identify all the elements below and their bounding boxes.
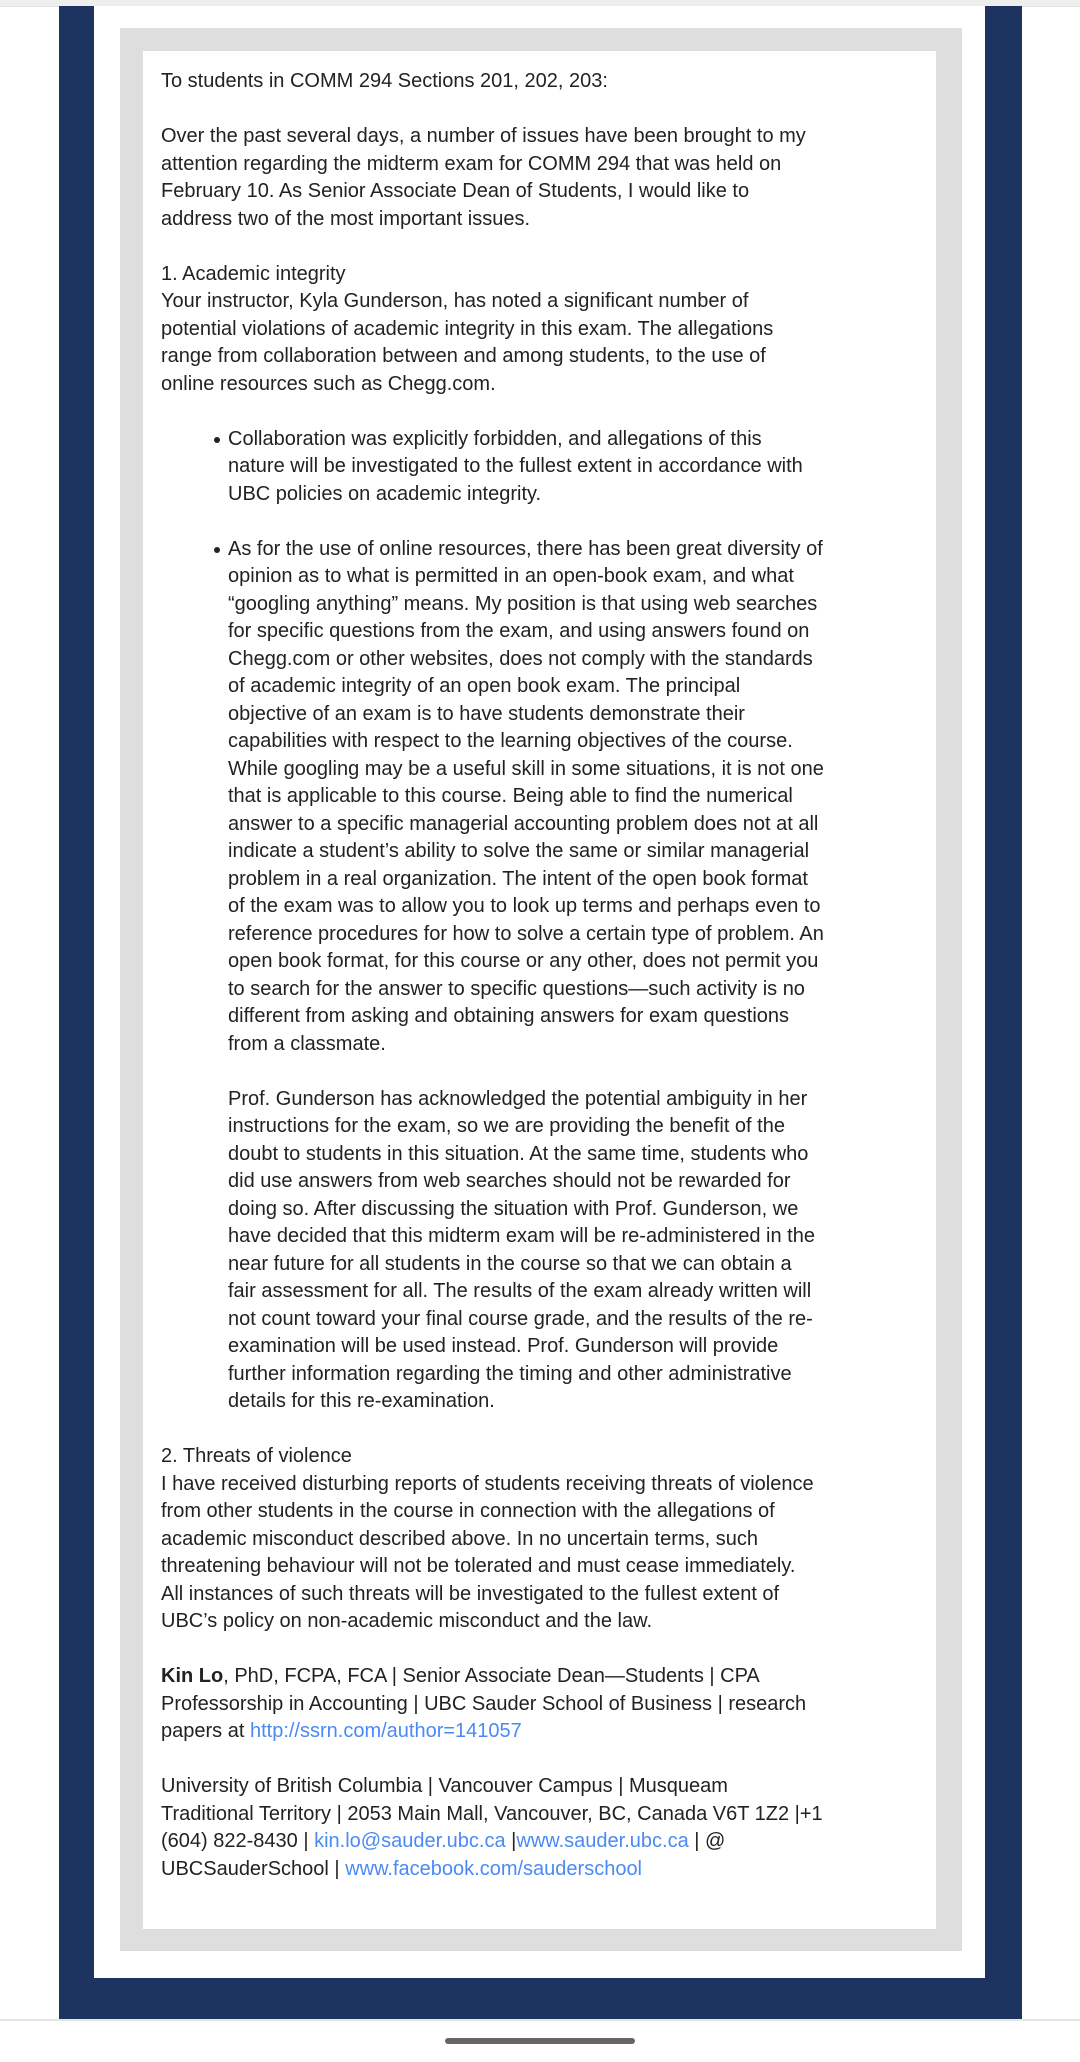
text-line: 1. Academic integrity (161, 262, 346, 285)
text-line: attention regarding the midterm exam for COMM 294 that was held on (161, 152, 782, 175)
text-segment: | (505, 1830, 517, 1852)
paragraph (161, 68, 936, 96)
paragraph (161, 261, 936, 399)
text-line: details for this re-examination. (228, 1390, 495, 1412)
text-line: All instances of such threats will be investigated to the fullest extent of (161, 1582, 780, 1605)
text-segment: (604) 822-8430 | (161, 1830, 315, 1852)
link[interactable]: kin.lo@sauder.ubc.ca (314, 1830, 506, 1852)
home-indicator[interactable] (445, 2038, 635, 2044)
text-line: Collaboration was explicitly forbidden, and allegations of this (228, 427, 762, 450)
text-line: problem in a real organization. The intent of the open book format (228, 867, 808, 890)
text-segment: papers at (161, 1720, 250, 1742)
bullet-icon (214, 547, 220, 553)
text-line: have decided that this midterm exam will be re-administered in the (228, 1225, 815, 1247)
text-line: online resources such as Chegg.com. (161, 372, 496, 395)
text-line: of the exam was to allow you to look up terms and perhaps even to (228, 895, 821, 917)
text-line: address two of the most important issues. (161, 207, 531, 230)
text-line: further information regarding the timing and other administrative (228, 1362, 792, 1385)
text-line (161, 1773, 936, 1801)
text-line: “googling anything” means. My position is that using web searches (228, 592, 818, 615)
link[interactable]: www.sauder.ubc.ca (516, 1830, 689, 1852)
text-line: 2. Threats of violence (161, 1445, 352, 1467)
text-line: Over the past several days, a number of issues have been brought to my (161, 125, 806, 147)
text-line: objective of an exam is to have students demonstrate their (228, 702, 745, 725)
text-line: potential violations of academic integrity in this exam. The allegations (161, 317, 774, 340)
text-line: instructions for the exam, so we are providing the benefit of the (228, 1115, 785, 1137)
text-segment: | @ (688, 1830, 726, 1852)
bullet-item (161, 536, 936, 1059)
paragraph (161, 1086, 936, 1416)
text-line (161, 1856, 936, 1884)
text-line: for specific questions from the exam, and using answers found on (228, 620, 810, 642)
text-line: that is applicable to this course. Being able to find the numerical (228, 785, 793, 807)
text-line: Prof. Gunderson has acknowledged the potential ambiguity in her (228, 1087, 808, 1110)
text-line: answer to a specific managerial accounting problem does not at all (228, 812, 819, 835)
signature-block (161, 1773, 936, 1883)
text-line (161, 1801, 936, 1829)
text-line: examination will be used instead. Prof. Gunderson will provide (228, 1335, 779, 1357)
text-line: near future for all students in the course so that we can obtain a (228, 1252, 792, 1275)
text-line: Your instructor, Kyla Gunderson, has noted a significant number of (161, 290, 749, 312)
link[interactable]: http://ssrn.com/author=141057 (249, 1720, 522, 1742)
link[interactable]: www.facebook.com/sauderschool (345, 1857, 643, 1880)
sender-name: Kin Lo (161, 1665, 224, 1687)
text-line: threatening behaviour will not be tolerated and must cease immediately. (161, 1555, 796, 1577)
text-line: to search for the answer to specific questions—such activity is no (228, 977, 805, 1000)
text-line: To students in COMM 294 Sections 201, 202, 203: (161, 70, 608, 92)
text-line (161, 1691, 936, 1719)
text-line: While googling may be a useful skill in some situations, it is not one (228, 757, 824, 780)
text-line (161, 1828, 936, 1856)
text-segment: Traditional Territory | 2053 Main Mall, Vancouver, BC, Canada V6T 1Z2 |+1 (161, 1802, 823, 1825)
nav-bar-divider (0, 2019, 1080, 2021)
text-line: of academic integrity of an open book exam. The principal (228, 675, 741, 697)
text-line: indicate a student’s ability to solve the same or similar managerial (228, 840, 810, 862)
text-line: UBC’s policy on non-academic misconduct and the law. (161, 1610, 652, 1632)
text-line: nature will be investigated to the fullest extent in accordance with (228, 455, 803, 477)
text-line: doing so. After discussing the situation with Prof. Gunderson, we (228, 1197, 799, 1220)
text-line: academic misconduct described above. In no uncertain terms, such (161, 1527, 758, 1550)
text-line: doubt to students in this situation. At the same time, students who (228, 1142, 809, 1165)
text-segment: University of British Columbia | Vancouver Campus | Musqueam (161, 1775, 728, 1797)
text-line: open book format, for this course or any other, does not permit you (228, 950, 819, 972)
bullet-item (161, 426, 936, 509)
text-line: Chegg.com or other websites, does not comply with the standards (228, 647, 813, 670)
text-line: I have received disturbing reports of students receiving threats of violence (161, 1472, 814, 1495)
text-line: range from collaboration between and among students, to the use of (161, 345, 766, 367)
text-line: As for the use of online resources, there has been great diversity of (228, 537, 823, 560)
text-segment: , PhD, FCPA, FCA | Senior Associate Dean—Students | CPA (223, 1665, 760, 1687)
text-line: did use answers from web searches should not be rewarded for (228, 1170, 791, 1192)
bullet-icon (214, 437, 220, 443)
message-body (143, 51, 936, 1929)
signature-block (161, 1663, 936, 1746)
text-line: opinion as to what is permitted in an open-book exam, and what (228, 565, 794, 587)
text-line: reference procedures for how to solve a certain type of problem. An (228, 922, 824, 945)
text-line: February 10. As Senior Associate Dean of Students, I would like to (161, 180, 750, 202)
text-line: not count toward your final course grade, and the results of the re- (228, 1307, 813, 1330)
paragraph (161, 1443, 936, 1636)
text-line: from other students in the course in connection with the allegations of (161, 1500, 775, 1522)
paragraph (161, 123, 936, 233)
text-line: from a classmate. (228, 1032, 386, 1055)
text-segment: UBCSauderSchool | (161, 1857, 346, 1880)
text-line (161, 1718, 936, 1746)
text-line: UBC policies on academic integrity. (228, 482, 542, 505)
text-line (161, 1663, 936, 1691)
text-segment: Professorship in Accounting | UBC Sauder School of Business | research (161, 1692, 807, 1715)
text-line: different from asking and obtaining answers for exam questions (228, 1005, 790, 1027)
text-line: capabilities with respect to the learning objectives of the course. (228, 730, 793, 752)
text-line: fair assessment for all. The results of the exam already written will (228, 1280, 812, 1302)
